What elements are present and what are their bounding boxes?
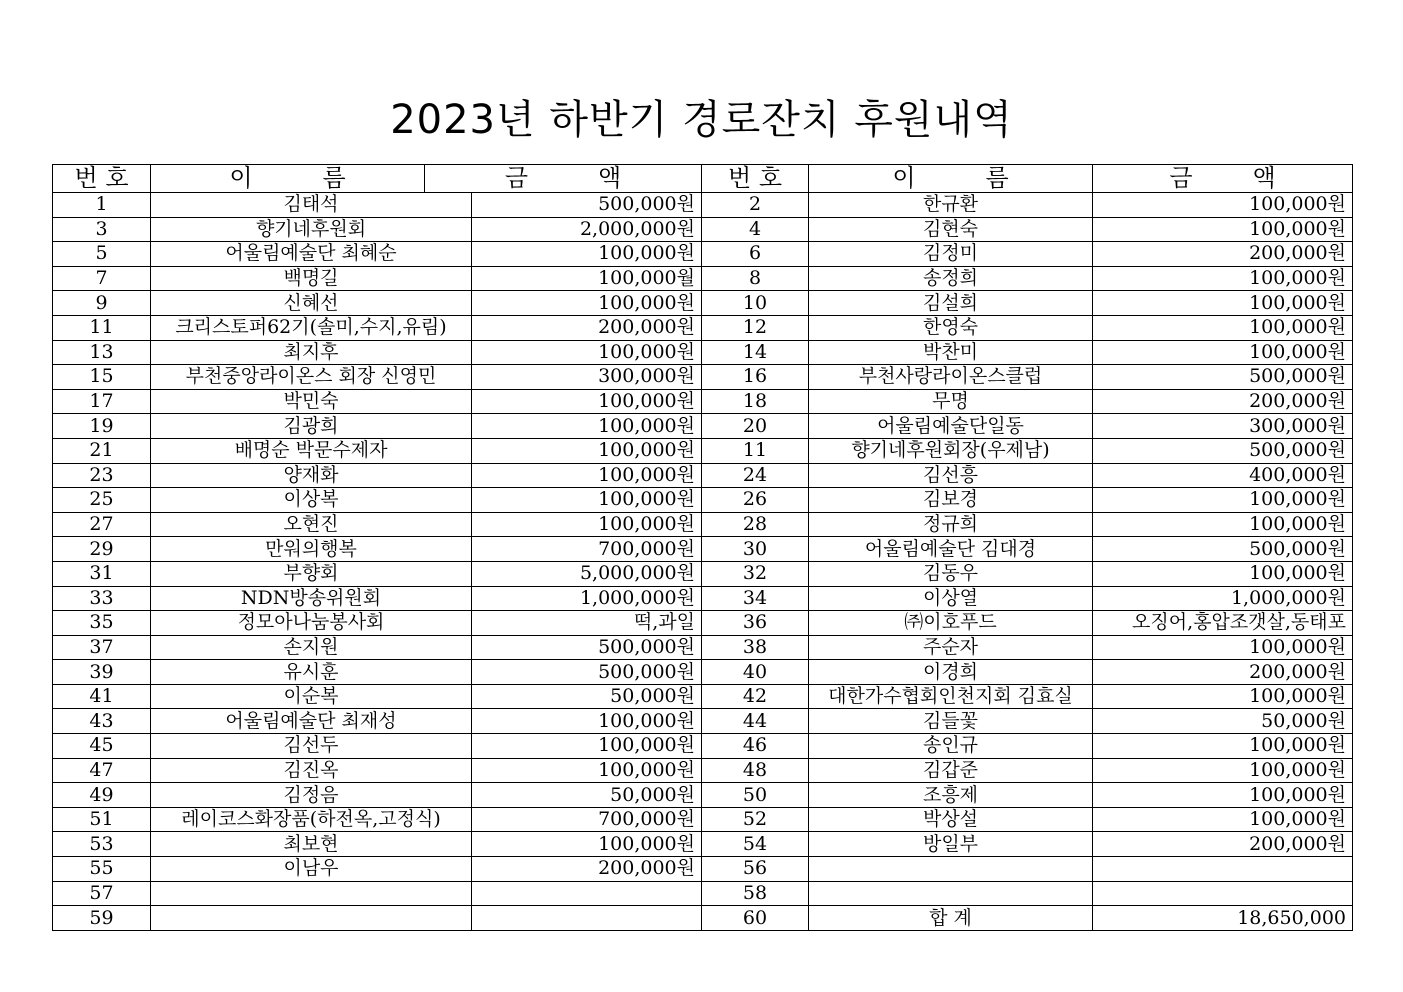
amount-right: 500,000원 [1093, 365, 1353, 390]
donor-name-left: 크리스토퍼62기(솔미,수지,유림) [151, 315, 472, 340]
row-number-right: 58 [702, 881, 809, 906]
row-number-right: 50 [702, 783, 809, 808]
amount-left: 500,000원 [472, 635, 702, 660]
header-number-right: 번 호 [702, 165, 809, 193]
row-number-left: 17 [53, 389, 151, 414]
amount-right: 400,000원 [1093, 463, 1353, 488]
row-number-left: 55 [53, 857, 151, 882]
table-row [53, 438, 1353, 463]
donor-name-right: 방일부 [809, 832, 1093, 857]
row-number-right: 10 [702, 291, 809, 316]
amount-right: 100,000원 [1093, 783, 1353, 808]
donor-name-right: 무명 [809, 389, 1093, 414]
donor-name-right: 박찬미 [809, 340, 1093, 365]
donor-name-left: 김광희 [151, 414, 472, 439]
row-number-left: 57 [53, 881, 151, 906]
amount-left [472, 881, 702, 906]
donor-name-right: 박상설 [809, 807, 1093, 832]
row-number-right: 40 [702, 660, 809, 685]
row-number-left: 43 [53, 709, 151, 734]
donor-name-right: 향기네후원회장(우제남) [809, 438, 1093, 463]
row-number-right: 6 [702, 242, 809, 267]
donor-name-left: 양재화 [151, 463, 472, 488]
header-number-left: 번 호 [53, 165, 151, 193]
donor-name-right: 송정희 [809, 266, 1093, 291]
row-number-right: 28 [702, 512, 809, 537]
row-number-left: 53 [53, 832, 151, 857]
row-number-right: 52 [702, 807, 809, 832]
donor-name-left: 배명순 박문수제자 [151, 438, 472, 463]
row-number-right: 46 [702, 734, 809, 759]
donor-name-right: 이상열 [809, 586, 1093, 611]
donor-name-right: 어울림예술단 김대경 [809, 537, 1093, 562]
donor-name-right: 정규희 [809, 512, 1093, 537]
amount-right: 500,000원 [1093, 438, 1353, 463]
row-number-left: 49 [53, 783, 151, 808]
amount-left: 떡,과일 [472, 611, 702, 636]
row-number-left: 15 [53, 365, 151, 390]
table-row [53, 266, 1353, 291]
donor-name-left: 신혜선 [151, 291, 472, 316]
table-row [53, 537, 1353, 562]
donor-name-left: 박민숙 [151, 389, 472, 414]
header-amount-right: 금 액 [1093, 165, 1353, 193]
header-name-left: 이 름 [151, 165, 425, 193]
row-number-left: 47 [53, 758, 151, 783]
amount-left: 100,000원 [472, 242, 702, 267]
table-row [53, 832, 1353, 857]
table-row [53, 561, 1353, 586]
row-number-right: 56 [702, 857, 809, 882]
donor-name-left: 김선두 [151, 734, 472, 759]
amount-right: 100,000원 [1093, 266, 1353, 291]
row-number-left: 25 [53, 488, 151, 513]
row-number-left: 59 [53, 906, 151, 931]
donor-name-left: 백명길 [151, 266, 472, 291]
donor-name-right: 이경희 [809, 660, 1093, 685]
donor-name-left: 정모아나눔봉사회 [151, 611, 472, 636]
donor-name-right: ㈜이호푸드 [809, 611, 1093, 636]
row-number-right: 14 [702, 340, 809, 365]
table-row [53, 291, 1353, 316]
donor-name-right: 어울림예술단일동 [809, 414, 1093, 439]
amount-right: 100,000원 [1093, 340, 1353, 365]
amount-right: 100,000원 [1093, 315, 1353, 340]
amount-right: 100,000원 [1093, 512, 1353, 537]
row-number-right: 30 [702, 537, 809, 562]
amount-left: 2,000,000원 [472, 217, 702, 242]
row-number-left: 9 [53, 291, 151, 316]
amount-left: 100,000원 [472, 832, 702, 857]
amount-right: 100,000원 [1093, 561, 1353, 586]
table-row [53, 635, 1353, 660]
donor-name-left: 최보현 [151, 832, 472, 857]
donor-name-right: 김동우 [809, 561, 1093, 586]
table-row [53, 512, 1353, 537]
amount-right: 200,000원 [1093, 660, 1353, 685]
amount-left: 500,000원 [472, 193, 702, 218]
amount-left: 200,000원 [472, 857, 702, 882]
row-number-right: 18 [702, 389, 809, 414]
donor-name-left: 만워의행복 [151, 537, 472, 562]
row-number-left: 41 [53, 684, 151, 709]
table-row [53, 758, 1353, 783]
row-number-right: 11 [702, 438, 809, 463]
row-number-left: 37 [53, 635, 151, 660]
table-row [53, 365, 1353, 390]
donor-name-right: 김보경 [809, 488, 1093, 513]
table-row [53, 783, 1353, 808]
row-number-left: 11 [53, 315, 151, 340]
amount-left: 50,000원 [472, 783, 702, 808]
donor-name-left: 향기네후원회 [151, 217, 472, 242]
row-number-right: 2 [702, 193, 809, 218]
row-number-left: 29 [53, 537, 151, 562]
header-amount-left: 금 액 [425, 165, 702, 193]
row-number-left: 23 [53, 463, 151, 488]
amount-left [472, 906, 702, 931]
amount-right: 100,000원 [1093, 635, 1353, 660]
amount-left: 700,000원 [472, 807, 702, 832]
donor-name-right: 주순자 [809, 635, 1093, 660]
row-number-right: 4 [702, 217, 809, 242]
table-row [53, 684, 1353, 709]
table-row [53, 660, 1353, 685]
amount-left: 300,000원 [472, 365, 702, 390]
row-number-right: 44 [702, 709, 809, 734]
table-header-row [53, 165, 1353, 193]
amount-left: 50,000원 [472, 684, 702, 709]
donor-name-right [809, 881, 1093, 906]
donor-name-right: 합 계 [809, 906, 1093, 931]
amount-left: 5,000,000원 [472, 561, 702, 586]
donor-name-left [151, 881, 472, 906]
donor-name-left: 이상복 [151, 488, 472, 513]
amount-right [1093, 857, 1353, 882]
row-number-right: 12 [702, 315, 809, 340]
amount-right: 100,000원 [1093, 193, 1353, 218]
donor-name-left: 김진옥 [151, 758, 472, 783]
donor-name-left: 이남우 [151, 857, 472, 882]
amount-left: 100,000원 [472, 758, 702, 783]
amount-left: 1,000,000원 [472, 586, 702, 611]
amount-right: 100,000원 [1093, 488, 1353, 513]
row-number-left: 27 [53, 512, 151, 537]
row-number-left: 33 [53, 586, 151, 611]
amount-right: 100,000원 [1093, 217, 1353, 242]
donor-name-right: 김선흥 [809, 463, 1093, 488]
donor-name-left: 부천중앙라이온스 회장 신영민 [151, 365, 472, 390]
donor-name-left: 최지후 [151, 340, 472, 365]
amount-right [1093, 881, 1353, 906]
donor-name-left: 이순복 [151, 684, 472, 709]
amount-left: 100,000원 [472, 389, 702, 414]
row-number-left: 19 [53, 414, 151, 439]
page-title: 2023년 하반기 경로잔치 후원내역 [390, 97, 1013, 143]
table-row [53, 586, 1353, 611]
donor-name-left: NDN방송위원회 [151, 586, 472, 611]
amount-left: 500,000원 [472, 660, 702, 685]
table-row [53, 857, 1353, 882]
table-row [53, 193, 1353, 218]
donor-name-left: 어울림예술단 최혜순 [151, 242, 472, 267]
donor-name-right [809, 857, 1093, 882]
donor-name-right: 김갑준 [809, 758, 1093, 783]
donor-name-right: 김들꽃 [809, 709, 1093, 734]
donor-name-left: 손지원 [151, 635, 472, 660]
row-number-right: 54 [702, 832, 809, 857]
donor-name-left [151, 906, 472, 931]
row-number-right: 42 [702, 684, 809, 709]
table-row [53, 488, 1353, 513]
amount-left: 100,000원 [472, 734, 702, 759]
donor-name-right: 조흥제 [809, 783, 1093, 808]
donor-name-left: 어울림예술단 최재성 [151, 709, 472, 734]
row-number-left: 13 [53, 340, 151, 365]
table-row [53, 807, 1353, 832]
header-name-right: 이 름 [809, 165, 1093, 193]
amount-right: 100,000원 [1093, 758, 1353, 783]
table-row [53, 242, 1353, 267]
amount-left: 100,000원 [472, 709, 702, 734]
table-row [53, 734, 1353, 759]
amount-right: 300,000원 [1093, 414, 1353, 439]
table-row [53, 906, 1353, 931]
table-row [53, 463, 1353, 488]
donor-name-right: 대한가수협회인천지회 김효실 [809, 684, 1093, 709]
amount-left: 100,000원 [472, 463, 702, 488]
donor-name-right: 김정미 [809, 242, 1093, 267]
amount-left: 100,000원 [472, 340, 702, 365]
amount-right: 200,000원 [1093, 832, 1353, 857]
table-row [53, 709, 1353, 734]
amount-right: 1,000,000원 [1093, 586, 1353, 611]
amount-right: 100,000원 [1093, 291, 1353, 316]
row-number-right: 38 [702, 635, 809, 660]
table-row [53, 881, 1353, 906]
amount-left: 100,000원 [472, 414, 702, 439]
donor-name-left: 김태석 [151, 193, 472, 218]
amount-right: 200,000원 [1093, 389, 1353, 414]
row-number-right: 48 [702, 758, 809, 783]
amount-left: 700,000원 [472, 537, 702, 562]
amount-left: 100,000원 [472, 488, 702, 513]
donation-table [52, 164, 1353, 931]
row-number-left: 45 [53, 734, 151, 759]
amount-left: 100,000원 [472, 291, 702, 316]
row-number-left: 1 [53, 193, 151, 218]
table-row [53, 340, 1353, 365]
amount-right: 500,000원 [1093, 537, 1353, 562]
row-number-right: 8 [702, 266, 809, 291]
row-number-left: 31 [53, 561, 151, 586]
row-number-left: 51 [53, 807, 151, 832]
donor-name-left: 오현진 [151, 512, 472, 537]
amount-right: 100,000원 [1093, 684, 1353, 709]
amount-left: 100,000원 [472, 512, 702, 537]
row-number-right: 60 [702, 906, 809, 931]
row-number-right: 16 [702, 365, 809, 390]
donor-name-right: 송인규 [809, 734, 1093, 759]
row-number-right: 20 [702, 414, 809, 439]
amount-right: 100,000원 [1093, 807, 1353, 832]
amount-left: 200,000원 [472, 315, 702, 340]
row-number-left: 5 [53, 242, 151, 267]
row-number-left: 35 [53, 611, 151, 636]
amount-left: 100,000원 [472, 438, 702, 463]
row-number-left: 3 [53, 217, 151, 242]
amount-right: 50,000원 [1093, 709, 1353, 734]
row-number-right: 34 [702, 586, 809, 611]
donor-name-right: 한영숙 [809, 315, 1093, 340]
row-number-right: 36 [702, 611, 809, 636]
donor-name-right: 김현숙 [809, 217, 1093, 242]
donor-name-left: 유시훈 [151, 660, 472, 685]
table-row [53, 389, 1353, 414]
table-row [53, 315, 1353, 340]
donor-name-right: 김설희 [809, 291, 1093, 316]
row-number-right: 32 [702, 561, 809, 586]
donor-name-left: 김정음 [151, 783, 472, 808]
row-number-left: 21 [53, 438, 151, 463]
row-number-left: 7 [53, 266, 151, 291]
amount-right: 200,000원 [1093, 242, 1353, 267]
amount-right: 18,650,000 [1093, 906, 1353, 931]
row-number-right: 26 [702, 488, 809, 513]
amount-right: 오징어,홍압조갯살,동태포 [1093, 611, 1353, 636]
row-number-right: 24 [702, 463, 809, 488]
donor-name-right: 부천사랑라이온스클럽 [809, 365, 1093, 390]
amount-left: 100,000월 [472, 266, 702, 291]
table-row [53, 611, 1353, 636]
donor-name-left: 부향회 [151, 561, 472, 586]
table-row [53, 414, 1353, 439]
donor-name-right: 한규환 [809, 193, 1093, 218]
donor-name-left: 레이코스화장품(하전옥,고정식) [151, 807, 472, 832]
table-row [53, 217, 1353, 242]
row-number-left: 39 [53, 660, 151, 685]
amount-right: 100,000원 [1093, 734, 1353, 759]
